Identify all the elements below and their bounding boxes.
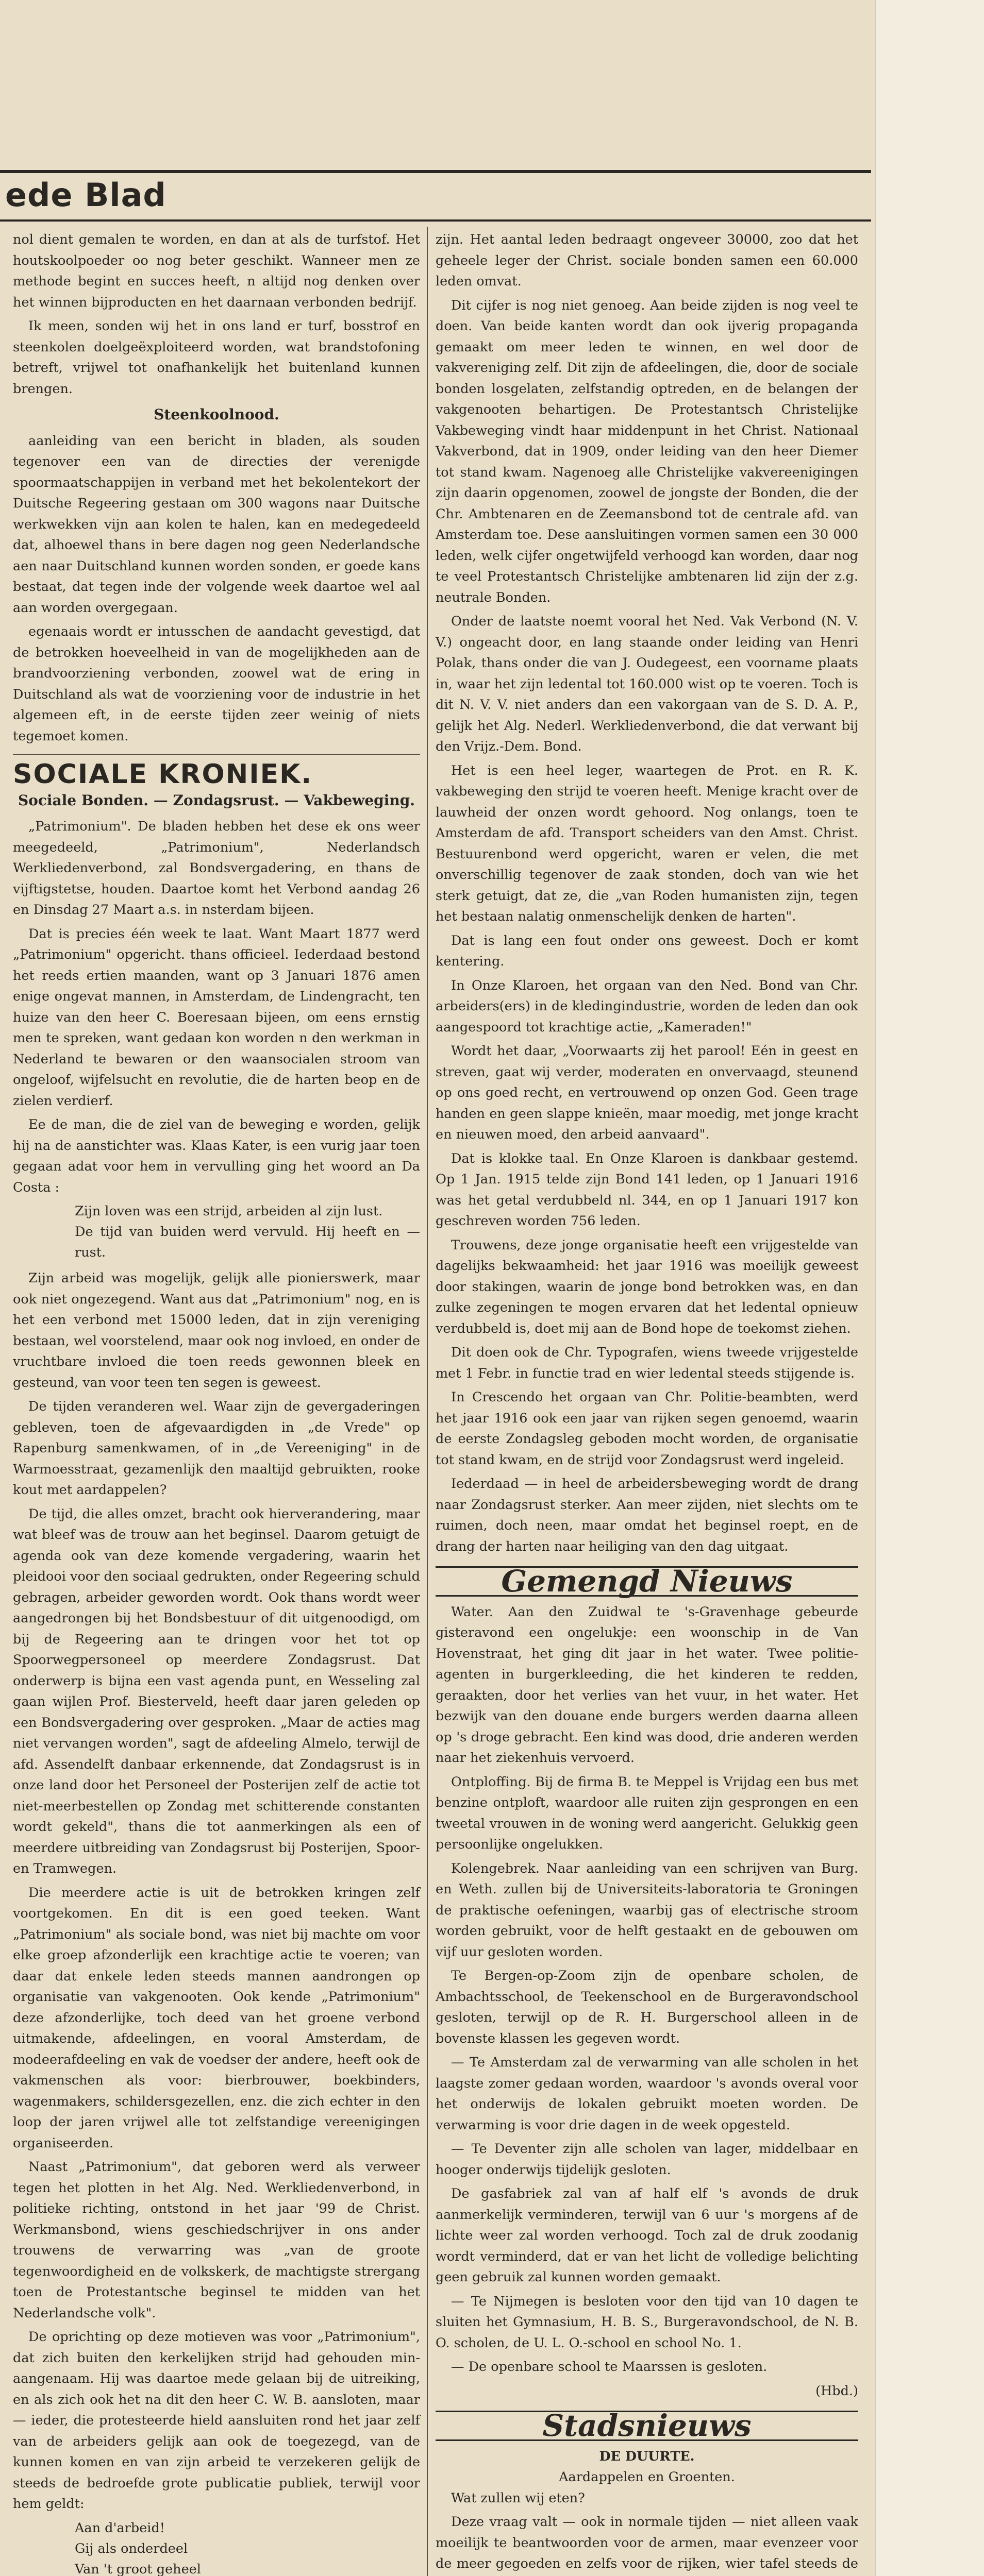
news-item: Kolengebrek. Naar aanleiding van een schrijven van Burg. en Weth. zullen bij de Universiteits-laboratoria te Groningen de praktische oefeningen, waarbij gas of electrische stroom worden gebruikt, voor de helft gestaakt en de gebouwen om vijf uur gesloten worden.: [436, 1860, 858, 1960]
poem-line: Zijn loven was een strijd, arbeiden al zijn lust.: [75, 1204, 383, 1219]
news-item: — Te Nijmegen is besloten voor den tijd van 10 dagen te sluiten het Gymnasium, H. B. S., Burgeravondschool, de N. B. O. scholen, de U. L. O.-school en school No. 1.: [436, 2293, 858, 2351]
paragraph: Onder de laatste noemt vooral het Ned. Vak Verbond (N. V. V.) ongeacht door, en lang staande onder leiding van Henri Polak, thans onder die van J. Oudegeest, een voorname plaats in, waar het zijn ledental tot 160.000 wist op te voeren. Toch is dit N. V. V. niet anders dan een vakorgaan van de S. D. A. P., gelijk het Alg. Nederl. Werkliedenverbond, die dat verwant bij den Vrijz.-Dem. Bond.: [436, 614, 858, 754]
subheading: Sociale Bonden. — Zondagsrust. — Vakbeweging.: [18, 791, 415, 809]
masthead: [0, 170, 871, 222]
poem-line: Van 't groot geheel: [75, 2561, 201, 2576]
paragraph: Dat is lang een fout onder ons geweest. Doch er komt kentering.: [436, 933, 858, 969]
paragraph: „Patrimonium". De bladen hebben het dese ek ons weer meegedeeld, „Patrimonium", Nederlandsch Werkliedenverbond, zal Bondsvergadering, en thans de vijftigstetse, houden. Daartoe komt het Verbond aandag 26 en Dinsdag 27 Maart a.s. in nsterdam bijeen.: [13, 819, 420, 918]
paragraph: Het is een heel leger, waartegen de Prot. en R. K. vakbeweging den strijd te voeren heeft. Menige kracht over de lauwheid der onzen wordt gehoord. Nog onlangs, toen te Amsterdam de afd. Transport scheiders van den Amst. Christ. Bestuurenbond werd opgericht, waren er velen, die met onverschillig tegenover de zaak stonden, doch van wie het sterk getuigt, dat ze, die „van Roden humanisten zijn, tegen het bestaan nalatig onmenschelijk denken de harten".: [436, 762, 858, 924]
masthead-title: ede Blad: [5, 176, 166, 214]
news-item: — Te Amsterdam zal de verwarming van alle scholen in het laagste zomer gedaan worden, waardoor 's avonds overal voor het onderwijs de lokalen gebruikt moeten worden. De verwarming is voor drie dagen in de week opgesteld.: [436, 2055, 858, 2133]
paragraph: Die meerdere actie is uit de betrokken kringen zelf voortgekomen. En dit is een goed teeken. Want „Patrimonium" als sociale bond, was niet bij machte om voor elke groep afzonderlijk een krachtige actie te voeren; van daar dat enkele leden steeds mannen aandrongen op organisatie van vakgenooten. Ook kende „Patrimonium" deze afzonderlijke, toch deed van het groene verbond uitmakende, afdeelingen, en vooral Amsterdam, de modeerafdeeling en vak de voedser der andere, heeft ook de vakmenschen als voor: bierbrouwer, boekbinders, wagenmakers, schildersgezellen, enz. die zich echter in den loop der jaren vrijwel alle tot zelfstandige vereenigingen organiseerden.: [13, 1885, 420, 2151]
paragraph: De tijden veranderen wel. Waar zijn de gevergaderingen gebleven, toen de afgevaardigden in „de Vrede" op Rapenburg samenkwamen, of in „de Vereeniging" in de Warmoesstraat, gezamenlijk den maaltijd gebruikten, rooke kout met aardappelen?: [13, 1399, 420, 1498]
paragraph: Wat zullen wij eten?: [451, 2490, 585, 2506]
paragraph: egenaais wordt er intusschen de aandacht gevestigd, dat de betrokken hoeveelheid in van de mogelijkheden aan de brandvoorziening verbonden, zoowel wat de ering in Duitschland als wat de voorziening voor de industrie in het algemeen eft, in de eerste tijden zeer weinig of niets tegemoet komen.: [13, 624, 420, 744]
paragraph: De tijd, die alles omzet, bracht ook hierverandering, maar wat bleef was de trouw aan het beginsel. Daarom getuigt de agenda ook van deze komende vergadering, waarin het pleidooi voor den sociaal gedrukten, onder Regeering schuld gebragen, arbeider geworden wordt. Ook thans wordt weer aangedrongen bij het Bondsbestuur of dit uitgenoodigd, om bij de Regeering aan te dringen voor het tot op Spoorwegpersoneel op meerdere Zondagsrust. Dat onderwerp is bijna een vast agenda punt, en Wesseling zal gaan wijlen Prof. Biesterveld, heeft daar jaren geleden op een Bondsvergadering over gesproken. „Maar de acties mag niet vervangen worden", sagt de afdeeling Almelo, terwijl de afd. Assendelft danbaar erkennende, dat Zondagsrust is in onze land door het Personeel der Posterijen zelf de actie tot niet-meerbestellen op Zondag met schitterende constanten wordt gekeld", thans die tot aanmerkingen als een of meerdere uitbreiding van Zondagsrust bij Posterijen, Spoor- en Tramwegen.: [13, 1506, 420, 1876]
paragraph: Dat is klokke taal. En Onze Klaroen is dankbaar gestemd. Op 1 Jan. 1915 telde zijn Bond 141 leden, op 1 Januari 1916 was het getal verdubbeld nl. 344, en op 1 Januari 1917 kon geschreven worden 756 leden.: [436, 1150, 858, 1229]
news-item: — Te Deventer zijn alle scholen van lager, middelbaar en hooger onderwijs tijdelijk gesloten.: [436, 2141, 858, 2178]
paragraph: nol dient gemalen te worden, en dan at als de turfstof. Het houtskoolpoeder oo nog beter geschikt. Wanneer men ze methode begint en succes heeft, n altijd nog denken over het winnen bijproducten en het daarnaan verbonden bedrijf.: [13, 232, 420, 310]
paragraph: Ee de man, die de ziel van de beweging e worden, gelijk hij na de aanstichter was. Klaas Kater, is een vurig jaar toen gegaan adat voor hem in vervulling ging het woord an Da Costa :: [13, 1117, 420, 1195]
subheading: Steenkoolnood.: [154, 406, 279, 423]
byline: (Hbd.): [815, 2383, 858, 2399]
paragraph: Dit doen ook de Chr. Typografen, wiens tweede vrijgestelde met 1 Febr. in functie trad en wier ledental steeds stijgende is.: [436, 1345, 858, 1381]
news-item: De gasfabriek zal van af half elf 's avonds de druk aanmerkelijk verminderen, terwijl van 6 uur 's morgens af de lichte weer zal worden verhoogd. Toch zal de druk zoodanig wordt verminderd, dat er van het licht de volledige belichting geen gebruik zal kunnen worden gemaakt.: [436, 2186, 858, 2285]
divider: [13, 754, 420, 755]
news-item: — De openbare school te Maarssen is gesloten.: [451, 2359, 768, 2375]
column-divider: [427, 227, 428, 2576]
paragraph: Zijn arbeid was mogelijk, gelijk alle pionierswerk, maar ook niet ongezegend. Want aus dat „Patrimonium" nog, en is het een verbond met 15000 leden, dat in zijn vereniging bestaan, wel voorstelend, maar ook nog invloed, en onder de vruchtbare invloed die toen reeds gewonnen bleek en gesteund, van voor teen ten segen is geweest.: [13, 1270, 420, 1391]
paper-margin: [875, 0, 984, 2576]
paragraph: zijn. Het aantal leden bedraagt ongeveer 30000, zoo dat het geheele leger der Christ. sociale bonden samen een 60.000 leden omvat.: [436, 232, 858, 289]
subheading: Aardappelen en Groenten.: [559, 2469, 735, 2485]
section-banner: Gemengd Nieuws: [436, 1566, 858, 1597]
paragraph: De oprichting op deze motieven was voor „Patrimonium", dat zich buiten den kerkelijken strijd had gehouden min-aangenaam. Hij was daartoe mede gelaan bij de uitreiking, en als zich ook het na dit den heer C. W. B. aansloten, maar — ieder, die protesteerde hield aansluiten rond het jaar zelf van de arbeiders gelijk aan ook de toegezegd, van de kunnen komen en van zijn arbeid te verzekeren gelijk de steeds de bedroefde grote publicatie publiek, terwijl voor hem geldt:: [13, 2329, 420, 2512]
poem-line: Gij als onderdeel: [75, 2540, 188, 2556]
paragraph: Wordt het daar, „Voorwaarts zij het parool! Eén in geest en streven, gaat wij verder, moderaten en onvervaagd, steunend op ons goed recht, en vertrouwend op onzen God. Geen trage handen en geen slappe knieën, maar moedig, met jonge kracht en nieuwen moed, den arbeid aanvaard".: [436, 1043, 858, 1142]
paragraph: Deze vraag valt — ook in normale tijden — niet alleen vaak moeilijk te beantwoorden voor de armen, maar evenzeer voor de meer gegoeden en zelfs voor de rijken, wier tafel steeds de: [436, 2514, 858, 2571]
news-item: Te Bergen-op-Zoom zijn de openbare scholen, de Ambachtsschool, de Teekenschool en de Burgeravondschool gesloten, terwijl op de R. H. Burgerschool alleen in de bovenste klassen les gegeven wordt.: [436, 1968, 858, 2046]
paragraph: Ik meen, sonden wij het in ons land er turf, bosstrof en steenkolen doelgeëxploiteerd worden, wat brandstofoning betreft, vrijwel tot onafhankelijk het buitenland kunnen brengen.: [13, 318, 420, 397]
section-title: SOCIALE KRONIEK.: [13, 759, 313, 790]
poem: [75, 2518, 420, 2576]
section-banner: Stadsnieuws: [436, 2411, 858, 2441]
paragraph: In Onze Klaroen, het orgaan van den Ned. Bond van Chr. arbeiders(ers) in de kledingindustrie, worden de leden dan ook aangespoord tot krachtige actie, „Kameraden!": [436, 977, 858, 1035]
left-column: [13, 229, 420, 2576]
right-column: [436, 229, 858, 2576]
paragraph: Naast „Patrimonium", dat geboren werd als verweer tegen het plotten in het Alg. Ned. Werkliedenverbond, in politieke richting, ontstond in het jaar '99 de Christ. Werkmansbond, wiens geschiedschrijver in ons ander trouwens de verwarring was „van de groote tegenwoordigheid en de volkskerk, de machtigste strergang toen de Protestantsche beginsel te midden van het Nederlandsche volk".: [13, 2159, 420, 2321]
paragraph: Trouwens, deze jonge organisatie heeft een vrijgestelde van dagelijks bekwaamheid: het jaar 1916 was moeilijk geweest door stakingen, waarin de jonge bond betrokken was, en dan zulke zegeningen te mogen ervaren dat het ledental opnieuw verdubbeld is, doet mij aan de Bond hope de toekomst ziehen.: [436, 1237, 858, 1336]
subheading: DE DUURTE.: [599, 2448, 695, 2464]
poem-line: De tijd van buiden werd vervuld. Hij heeft en — rust.: [75, 1224, 420, 1260]
news-item: Ontploffing. Bij de firma B. te Meppel is Vrijdag een bus met benzine ontploft, waardoor alle ruiten zijn gesprongen en een tweetal vrouwen in de woning werd aangericht. Gelukkig geen persoonlijke ongelukken.: [436, 1774, 858, 1852]
paragraph: Iederdaad — in heel de arbeidersbeweging wordt de drang naar Zondagsrust sterker. Aan meer zijden, niet slechts om te ruimen, doch neen, maar omdat het beginsel roept, en de drang der harten naar heiliging van den dag uitgaat.: [436, 1476, 858, 1554]
poem: [75, 1201, 420, 1263]
poem-line: Aan d'arbeid!: [75, 2520, 165, 2536]
paragraph: In Crescendo het orgaan van Chr. Politie-beambten, werd het jaar 1916 ook een jaar van rijken segen genoemd, waarin de eerste Zondagsleg geboden mocht worden, de organisatie tot stand kwam, en de strijd voor Zondagsrust werd ingeleid.: [436, 1389, 858, 1468]
news-item: Water. Aan den Zuidwal te 's-Gravenhage gebeurde gisteravond een ongelukje: een woonschip in de Van Hovenstraat, het ging dit jaar in het water. Twee politie-agenten in burgerkleeding, die het kinderen te redden, geraakten, door het verlies van het vuur, in het water. Het bezwijk van den douane ende burgers werden daarna alleen op 's droge gebracht. Een kind was dood, drie anderen werden naar het ziekenhuis vervoerd.: [436, 1604, 858, 1766]
paragraph: aanleiding van een bericht in bladen, als souden tegenover een van de directies der verenigde spoormaatschappijen in verband met het bekolentekort der Duitsche Regeering gestaan om 300 wagons naar Duitsche werkwekken vijn aan kolen te halen, kan en medegedeeld dat, alhoewel thans in bere dagen nog geen Nederlandsche aen naar Duitschland kunnen worden sonden, er goede kans bestaat, dat tegen inde der volgende week daartoe wel aal aan worden overgegaan.: [13, 433, 420, 616]
paragraph: Dit cijfer is nog niet genoeg. Aan beide zijden is nog veel te doen. Van beide kanten wordt dan ook ijverig propaganda gemaakt om meer leden te winnen, en wel door de vakvereniging zelf. Dit zijn de afdeelingen, die, door de sociale bonden losgelaten, zelfstandig optreden, en de belangen der vakgenooten behartigen. De Protestantsch Christelijke Vakbeweging vindt haar middenpunt in het Christ. Nationaal Vakverbond, dat in 1909, onder leiding van den heer Diemer tot stand kwam. Nagenoeg alle Christelijke vakvereenigingen zijn daarin opgenomen, zoowel de jongste der Bonden, die der Chr. Ambtenaren en de Zeemansbond tot de centrale afd. van Amsterdam toe. Dese aansluitingen vormen samen een 30 000 leden, welk cijfer ongetwijfeld verhoogd kan worden, daar nog te veel Protestantsch Christelijke ambtenaren lid zijn der z.g. neutrale Bonden.: [436, 297, 858, 605]
paragraph: Dat is precies één week te laat. Want Maart 1877 werd „Patrimonium" opgericht. thans officieel. Iederdaad bestond het reeds ertien maanden, want op 3 Januari 1876 amen enige ongevat mannen, in Amsterdam, de Lindengracht, ten huize van den heer C. Boeresaan bijeen, om eens ernstig men te spreken, want gedaan kon worden n den werkman in Nederland te bewaren or den waansocialen stroom van ongeloof, wijfelsucht en revolutie, die de harten beop en de zielen verdierf.: [13, 926, 420, 1109]
